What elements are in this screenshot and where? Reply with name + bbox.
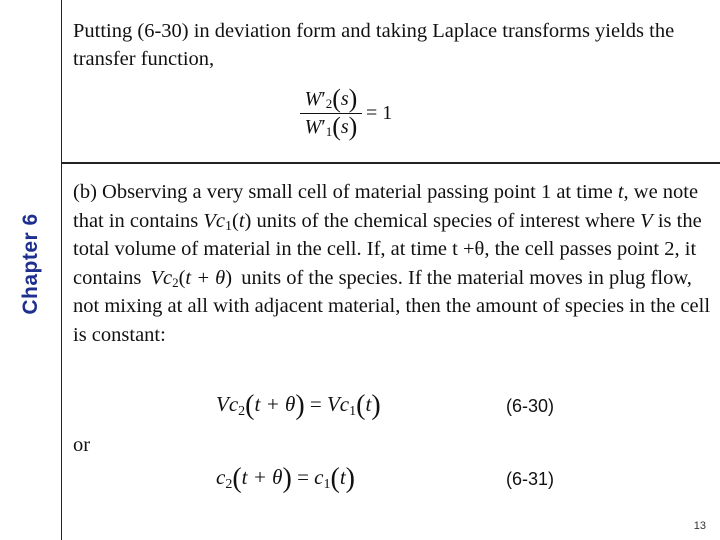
intro-text: Putting (6-30) in deviation form and taking Laplace transforms yields the transfer function,: [73, 20, 675, 70]
chapter-label: Chapter 6: [19, 213, 42, 315]
transfer-function-fraction: [300, 84, 362, 142]
inline-expression: $Vc_2(t + \theta)$: [150, 266, 233, 290]
or-connector: or: [73, 434, 91, 456]
equation-6-31: $c_2(t + \theta) = c_1(t)$: [216, 463, 355, 494]
page-number: 13: [693, 520, 706, 532]
section-divider: [61, 162, 720, 164]
fraction-rhs: = 1: [366, 102, 393, 125]
sidebar: [0, 0, 62, 540]
transfer-function-equation: [300, 84, 393, 142]
equation-label-6-31: (6-31): [506, 469, 555, 489]
fraction-denominator: $W'_1(s)$: [304, 112, 358, 142]
equation-6-30: $Vc_2(t + \theta) = Vc_1(t)$: [216, 390, 381, 421]
fraction-numerator: $W'_2(s)$: [304, 84, 358, 113]
equation-label-6-30: (6-30): [506, 396, 555, 416]
part-b-paragraph: (b) Observing a very small cell of material passing point 1 at time t, we note that in contains $Vc_1(t)$ units of the chemical species of interest where V is the total volume of material in the cell. If, at time t +θ, the cell passes point 2, it contains $Vc_2(t + \theta)$ units of the species. If the material moves in plug flow, not mixing at all with adjacent material, then the amount of species in the cell is constant:: [73, 181, 711, 346]
